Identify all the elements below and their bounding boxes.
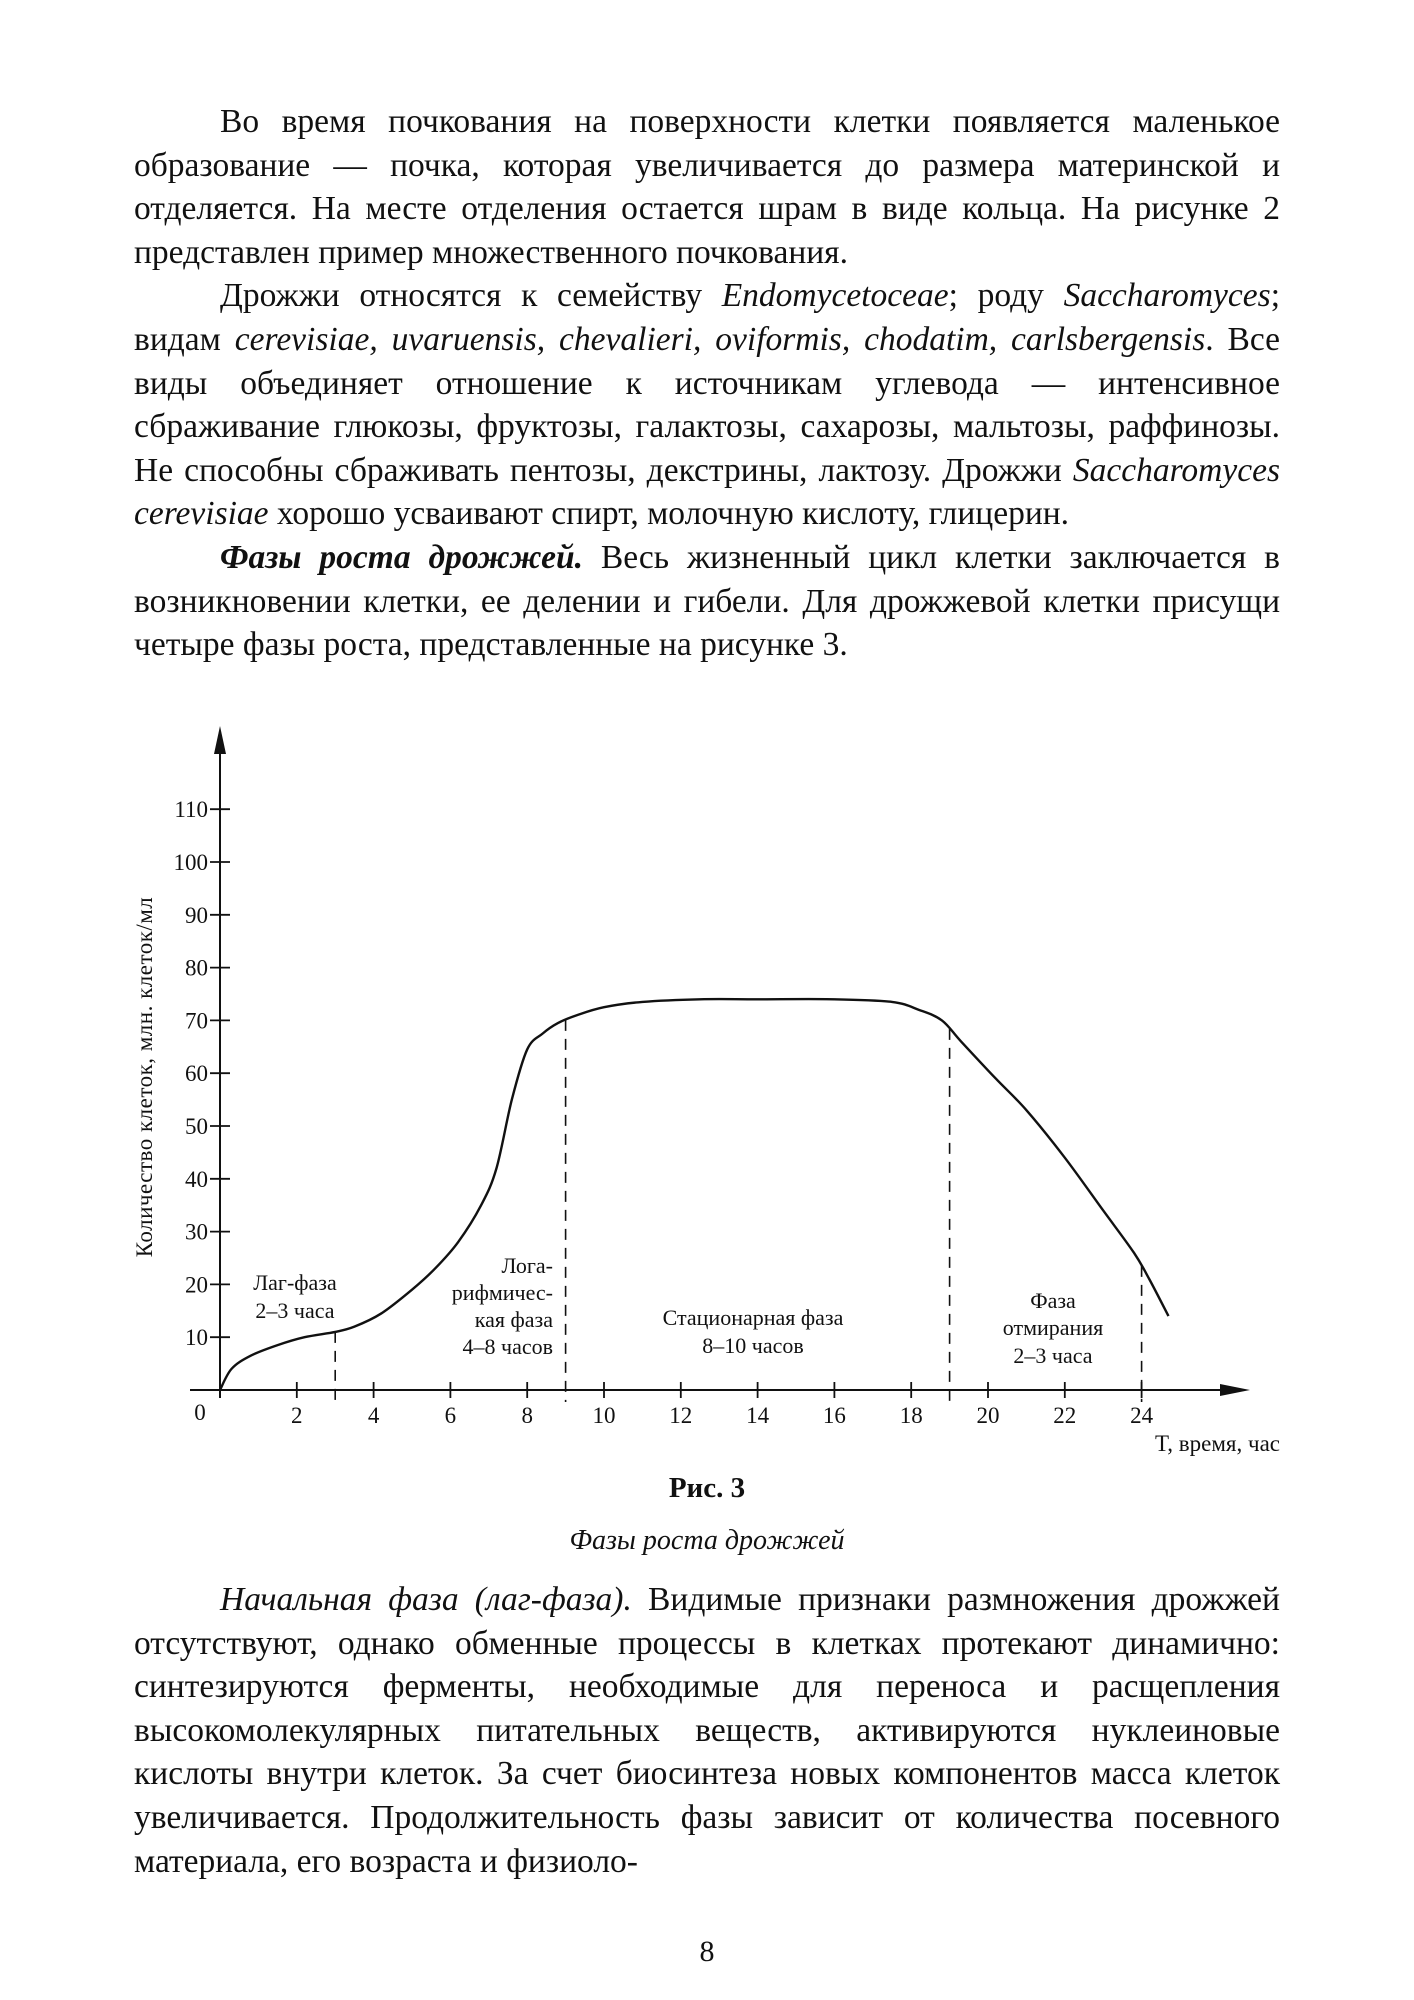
species-name: Saccharomyces cerevisiae	[134, 451, 1280, 533]
x-tick-label-12: 12	[669, 1403, 693, 1428]
species-list: cerevisiae, uvaruensis, chevalieri, oviformis, chodatim, carlsbergensis	[234, 320, 1206, 358]
log-phase-label-line1: Лога-	[501, 1253, 553, 1278]
y-tick-label-40: 40	[185, 1166, 208, 1192]
x-tick-label-2: 2	[291, 1403, 303, 1428]
paragraph-budding: Во время почкования на поверхности клетки появляется маленькое образование — почка, которая увеличивается до размера материнской и отделяется. На месте отделения остается шрам в виде кольца. На рисунке 2 представлен пример множественного почкования.	[134, 103, 1280, 271]
stationary-phase-label-line2: 8–10 часов	[702, 1333, 804, 1358]
y-tick-label-100: 100	[173, 850, 208, 875]
y-tick-label-20: 20	[185, 1272, 208, 1298]
x-axis-arrow	[1220, 1384, 1250, 1396]
paragraph-lag-phase	[134, 1578, 1280, 1883]
stationary-phase-label-line1: Стационарная фаза	[662, 1305, 844, 1330]
text-column-bottom	[134, 1578, 1280, 1883]
taxonomy-text-a: Дрожжи относятся к семейству	[220, 277, 722, 315]
x-tick-label-4: 4	[367, 1403, 380, 1428]
y-tick-label-80: 80	[185, 955, 208, 981]
figure-caption-subtitle: Фазы роста дрожжей	[569, 1525, 845, 1556]
figure-caption-title: Рис. 3	[668, 1472, 746, 1504]
growth-phase-chart	[120, 720, 1300, 1460]
log-phase-label-line2: рифмичес-	[451, 1280, 553, 1305]
paragraph-growth-phases	[134, 536, 1280, 667]
chart-axes	[190, 726, 1250, 1398]
growth-phases-text: Весь жизненный цикл клетки заключается в возникновении клетки, ее делении и гибели. Для дрожжевой клетки присущи четыре фазы роста, представленные на рисунке 3.	[134, 538, 1281, 664]
x-tick-label-8: 8	[521, 1403, 533, 1428]
paragraph-taxonomy	[134, 274, 1280, 536]
growth-phases-heading: Фазы роста дрожжей.	[220, 538, 583, 576]
y-tick-label-70: 70	[185, 1008, 208, 1034]
taxonomy-text-e: хорошо усваивают спирт, молочную кислоту, глицерин.	[268, 495, 1070, 533]
lag-phase-label-line1: Лаг-фаза	[253, 1270, 337, 1295]
death-phase-label-line1: Фаза	[1030, 1288, 1076, 1313]
x-tick-label-14: 14	[746, 1403, 770, 1428]
y-tick-label-60: 60	[185, 1061, 208, 1087]
family-name: Endomycetoceae	[721, 277, 949, 315]
death-phase-label-line2: отмирания	[1002, 1315, 1104, 1340]
page-number: 8	[699, 1935, 715, 1968]
x-tick-label-10: 10	[592, 1403, 616, 1428]
lag-phase-label-line2: 2–3 часа	[255, 1298, 335, 1323]
taxonomy-text-d: . Все виды объединяет отношение к источникам углевода — интенсивное сбраживание глюкозы, фруктозы, галактозы, сахарозы, мальтозы, раффинозы. Не способны сбраживать пентозы, декстрины, лактозу. Дрожжи	[134, 320, 1281, 489]
y-tick-label-50: 50	[185, 1114, 208, 1139]
taxonomy-text-c: ; видам	[134, 277, 1280, 358]
lag-phase-heading: Начальная фаза (лаг-фаза).	[220, 1581, 632, 1618]
x-axis-label: T, время, час	[1154, 1431, 1280, 1456]
log-phase-label-line3: кая фаза	[474, 1307, 553, 1332]
taxonomy-text-b: ; роду	[948, 277, 1064, 315]
y-tick-label-110: 110	[174, 797, 208, 823]
text-column	[134, 100, 1280, 667]
x-tick-label-22: 22	[1053, 1403, 1077, 1428]
x-tick-label-24: 24	[1130, 1403, 1154, 1428]
y-axis-arrow	[214, 726, 226, 754]
log-phase-label-line4: 4–8 часов	[462, 1334, 553, 1359]
x-tick-label-20: 20	[976, 1403, 1000, 1428]
origin-label: 0	[194, 1400, 206, 1425]
y-tick-label-90: 90	[185, 902, 208, 928]
chart-labels	[132, 897, 1280, 1456]
death-phase-label-line3: 2–3 часа	[1013, 1343, 1093, 1368]
y-axis-label: Количество клеток, млн. клеток/мл	[132, 896, 157, 1258]
lag-phase-text: Видимые признаки размножения дрожжей отсутствуют, однако обменные процессы в клетках протекают динамично: синтезируются ферменты, необходимые для переноса и расщепления высокомолекулярных питательных веществ, активируются нуклеиновые кислоты внутри клеток. За счет биосинтеза новых компонентов масса клеток увеличивается. Продолжительность фазы зависит от количества посевного материала, его возраста и физиоло-	[134, 1581, 1280, 1880]
y-tick-label-30: 30	[185, 1219, 208, 1245]
y-tick-label-10: 10	[185, 1325, 208, 1351]
x-tick-label-6: 6	[444, 1403, 457, 1428]
x-tick-label-18: 18	[899, 1403, 923, 1428]
x-tick-label-16: 16	[822, 1403, 846, 1428]
genus-name: Saccharomyces	[1063, 277, 1271, 315]
